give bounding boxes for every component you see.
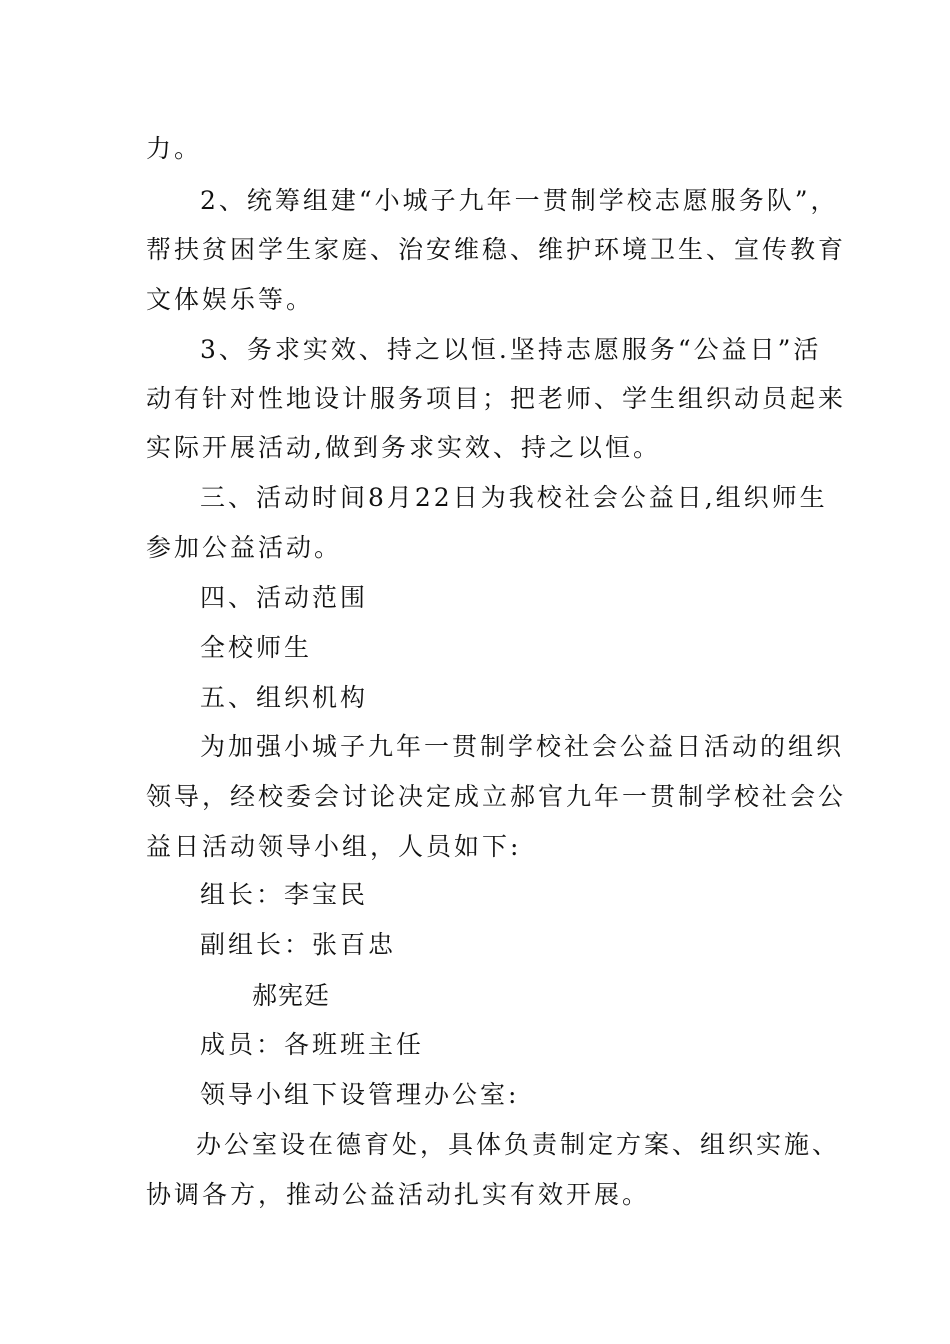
paragraph-line: 参加公益活动。 xyxy=(146,533,343,562)
deputy-group-leader: 副组长：张百忠 xyxy=(200,930,397,959)
paragraph-line: 力。 xyxy=(146,134,203,163)
office-heading: 领导小组下设管理办公室: xyxy=(200,1080,520,1109)
paragraph-line: 益日活动领导小组，人员如下: xyxy=(146,832,522,861)
section-4-content: 全校师生 xyxy=(200,633,313,662)
paragraph-line: 动有针对性地设计服务项目；把老师、学生组织动员起来 xyxy=(146,384,847,413)
item-2-heading-line: 2、统筹组建“小城子九年一贯制学校志愿服务队”， xyxy=(200,186,839,215)
section-3-activity-time: 三、活动时间8月22日为我校社会公益日,组织师生 xyxy=(200,483,828,512)
paragraph-line: 文体娱乐等。 xyxy=(146,285,315,314)
group-members: 成员：各班班主任 xyxy=(200,1030,425,1059)
paragraph-line: 帮扶贫困学生家庭、治安维稳、维护环境卫生、宣传教育 xyxy=(146,235,847,264)
paragraph-line: 办公室设在德育处，具体负责制定方案、组织实施、 xyxy=(196,1130,841,1159)
paragraph-line: 领导，经校委会讨论决定成立郝官九年一贯制学校社会公 xyxy=(146,782,847,811)
paragraph-line: 协调各方，推动公益活动扎实有效开展。 xyxy=(146,1180,651,1209)
section-5-heading: 五、组织机构 xyxy=(200,683,369,712)
section-4-heading: 四、活动范围 xyxy=(200,583,369,612)
paragraph-line: 为加强小城子九年一贯制学校社会公益日活动的组织 xyxy=(200,732,845,761)
item-3-heading-line: 3、务求实效、持之以恒.坚持志愿服务“公益日”活 xyxy=(200,335,822,364)
deputy-group-leader-second: 郝宪廷 xyxy=(252,981,331,1010)
group-leader: 组长：李宝民 xyxy=(200,880,369,909)
paragraph-line: 实际开展活动,做到务求实效、持之以恒。 xyxy=(146,433,661,462)
